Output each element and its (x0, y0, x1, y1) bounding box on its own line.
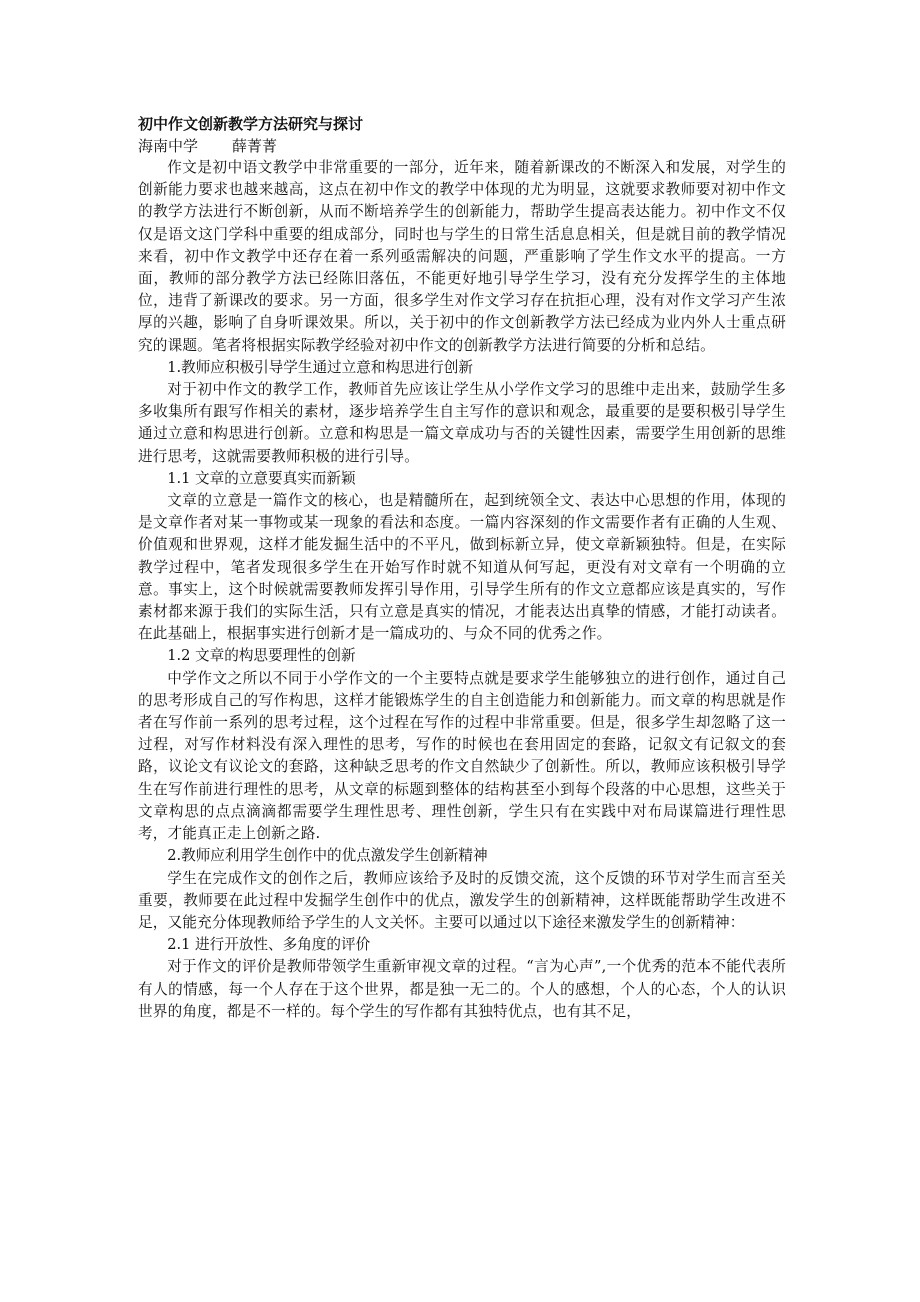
subsection-heading-1-1: 1.1 文章的立意要真实而新颖 (167, 469, 356, 487)
section-heading-2: 2.教师应利用学生创作中的优点激发学生创新精神 (167, 847, 488, 865)
subsection-heading-1-2: 1.2 文章的构思要理性的创新 (167, 647, 356, 665)
document-page (138, 113, 786, 1023)
paragraph-subsection-1-2: 中学作文之所以不同于小学作文的一个主要特点就是要求学生能够独立的进行创作，通过自己的思考形成自己的写作构思，这样才能锻炼学生的自主创造能力和创新能力。而文章的构思就是作者在写作前一系列的思考过程，这个过程在写作的过程中非常重要。但是，很多学生却忽略了这一过程，对写作材料没有深入理性的思考，写作的时候也在套用固定的套路，记叙文有记叙文的套路，议论文有议论文的套路，这种缺乏思考的作文自然缺少了创新性。所以，教师应该积极引导学生在写作前进行理性的思考，从文章的标题到整体的结构甚至小到每个段落的中心思想，这些关于文章构思的点点滴滴都需要学生理性思考、理性创新，学生只有在实践中对布局谋篇进行理性思考，才能真正走上创新之路. (138, 669, 786, 843)
byline (138, 135, 786, 157)
paragraph-subsection-2-1: 对于作文的评价是教师带领学生重新审视文章的过程。“言为心声”,一个优秀的范本不能代表所有人的情感，每一个人存在于这个世界，都是独一无二的。个人的感想，个人的心态，个人的认识世界的角度，都是不一样的。每个学生的写作都有其独特优点，也有其不足， (138, 958, 786, 1020)
section-heading-1: 1.教师应积极引导学生通过立意和构思进行创新 (167, 358, 473, 376)
school-name: 海南中学 (138, 137, 199, 155)
paragraph-section-1: 对于初中作文的教学工作，教师首先应该让学生从小学作文学习的思维中走出来，鼓励学生多多收集所有跟写作相关的素材，逐步培养学生自主写作的意识和观念，最重要的是要积极引导学生通过立意和构思进行创新。立意和构思是一篇文章成功与否的关键性因素，需要学生用创新的思维进行思考，这就需要教师积极的进行引导。 (138, 381, 786, 465)
subsection-heading-2-1: 2.1 进行开放性、多角度的评价 (167, 936, 371, 954)
paragraph-intro: 作文是初中语文教学中非常重要的一部分，近年来，随着新课改的不断深入和发展，对学生的创新能力要求也越来越高，这点在初中作文的教学中体现的尤为明显，这就要求教师要对初中作文的教学方法进行不断创新，从而不断培养学生的创新能力，帮助学生提高表达能力。初中作文不仅仅是语文这门学科中重要的组成部分，同时也与学生的日常生活息息相关，但是就目前的教学情况来看，初中作文教学中还存在着一系列亟需解决的问题，严重影响了学生作文水平的提高。一方面，教师的部分教学方法已经陈旧落伍，不能更好地引导学生学习，没有充分发挥学生的主体地位，违背了新课改的要求。另一方面，很多学生对作文学习存在抗拒心理，没有对作文学习产生浓厚的兴趣，影响了自身听课效果。所以，关于初中的作文创新教学方法已经成为业内外人士重点研究的课题。笔者将根据实际教学经验对初中作文的创新教学方法进行简要的分析和总结。 (138, 159, 786, 354)
author-name: 薛菁菁 (232, 137, 278, 155)
paragraph-section-2: 学生在完成作文的创作之后，教师应该给予及时的反馈交流，这个反馈的环节对学生而言至关重要，教师要在此过程中发掘学生创作中的优点，激发学生的创新精神，这样既能帮助学生改进不足，又能充分体现教师给予学生的人文关怀。主要可以通过以下途径来激发学生的创新精神： (138, 869, 786, 931)
document-title: 初中作文创新教学方法研究与探讨 (138, 115, 364, 133)
paragraph-subsection-1-1: 文章的立意是一篇作文的核心，也是精髓所在，起到统领全文、表达中心思想的作用，体现的是文章作者对某一事物或某一现象的看法和态度。一篇内容深刻的作文需要作者有正确的人生观、价值观和世界观，这样才能发掘生活中的不平凡，做到标新立异，使文章新颖独特。但是，在实际教学过程中，笔者发现很多学生在开始写作时就不知道从何写起，更没有对文章有一个明确的立意。事实上，这个时候就需要教师发挥引导作用，引导学生所有的作文立意都应该是真实的，写作素材都来源于我们的实际生活，只有立意是真实的情况，才能表达出真挚的情感，才能打动读者。在此基础上，根据事实进行创新才是一篇成功的、与众不同的优秀之作。 (138, 492, 786, 643)
